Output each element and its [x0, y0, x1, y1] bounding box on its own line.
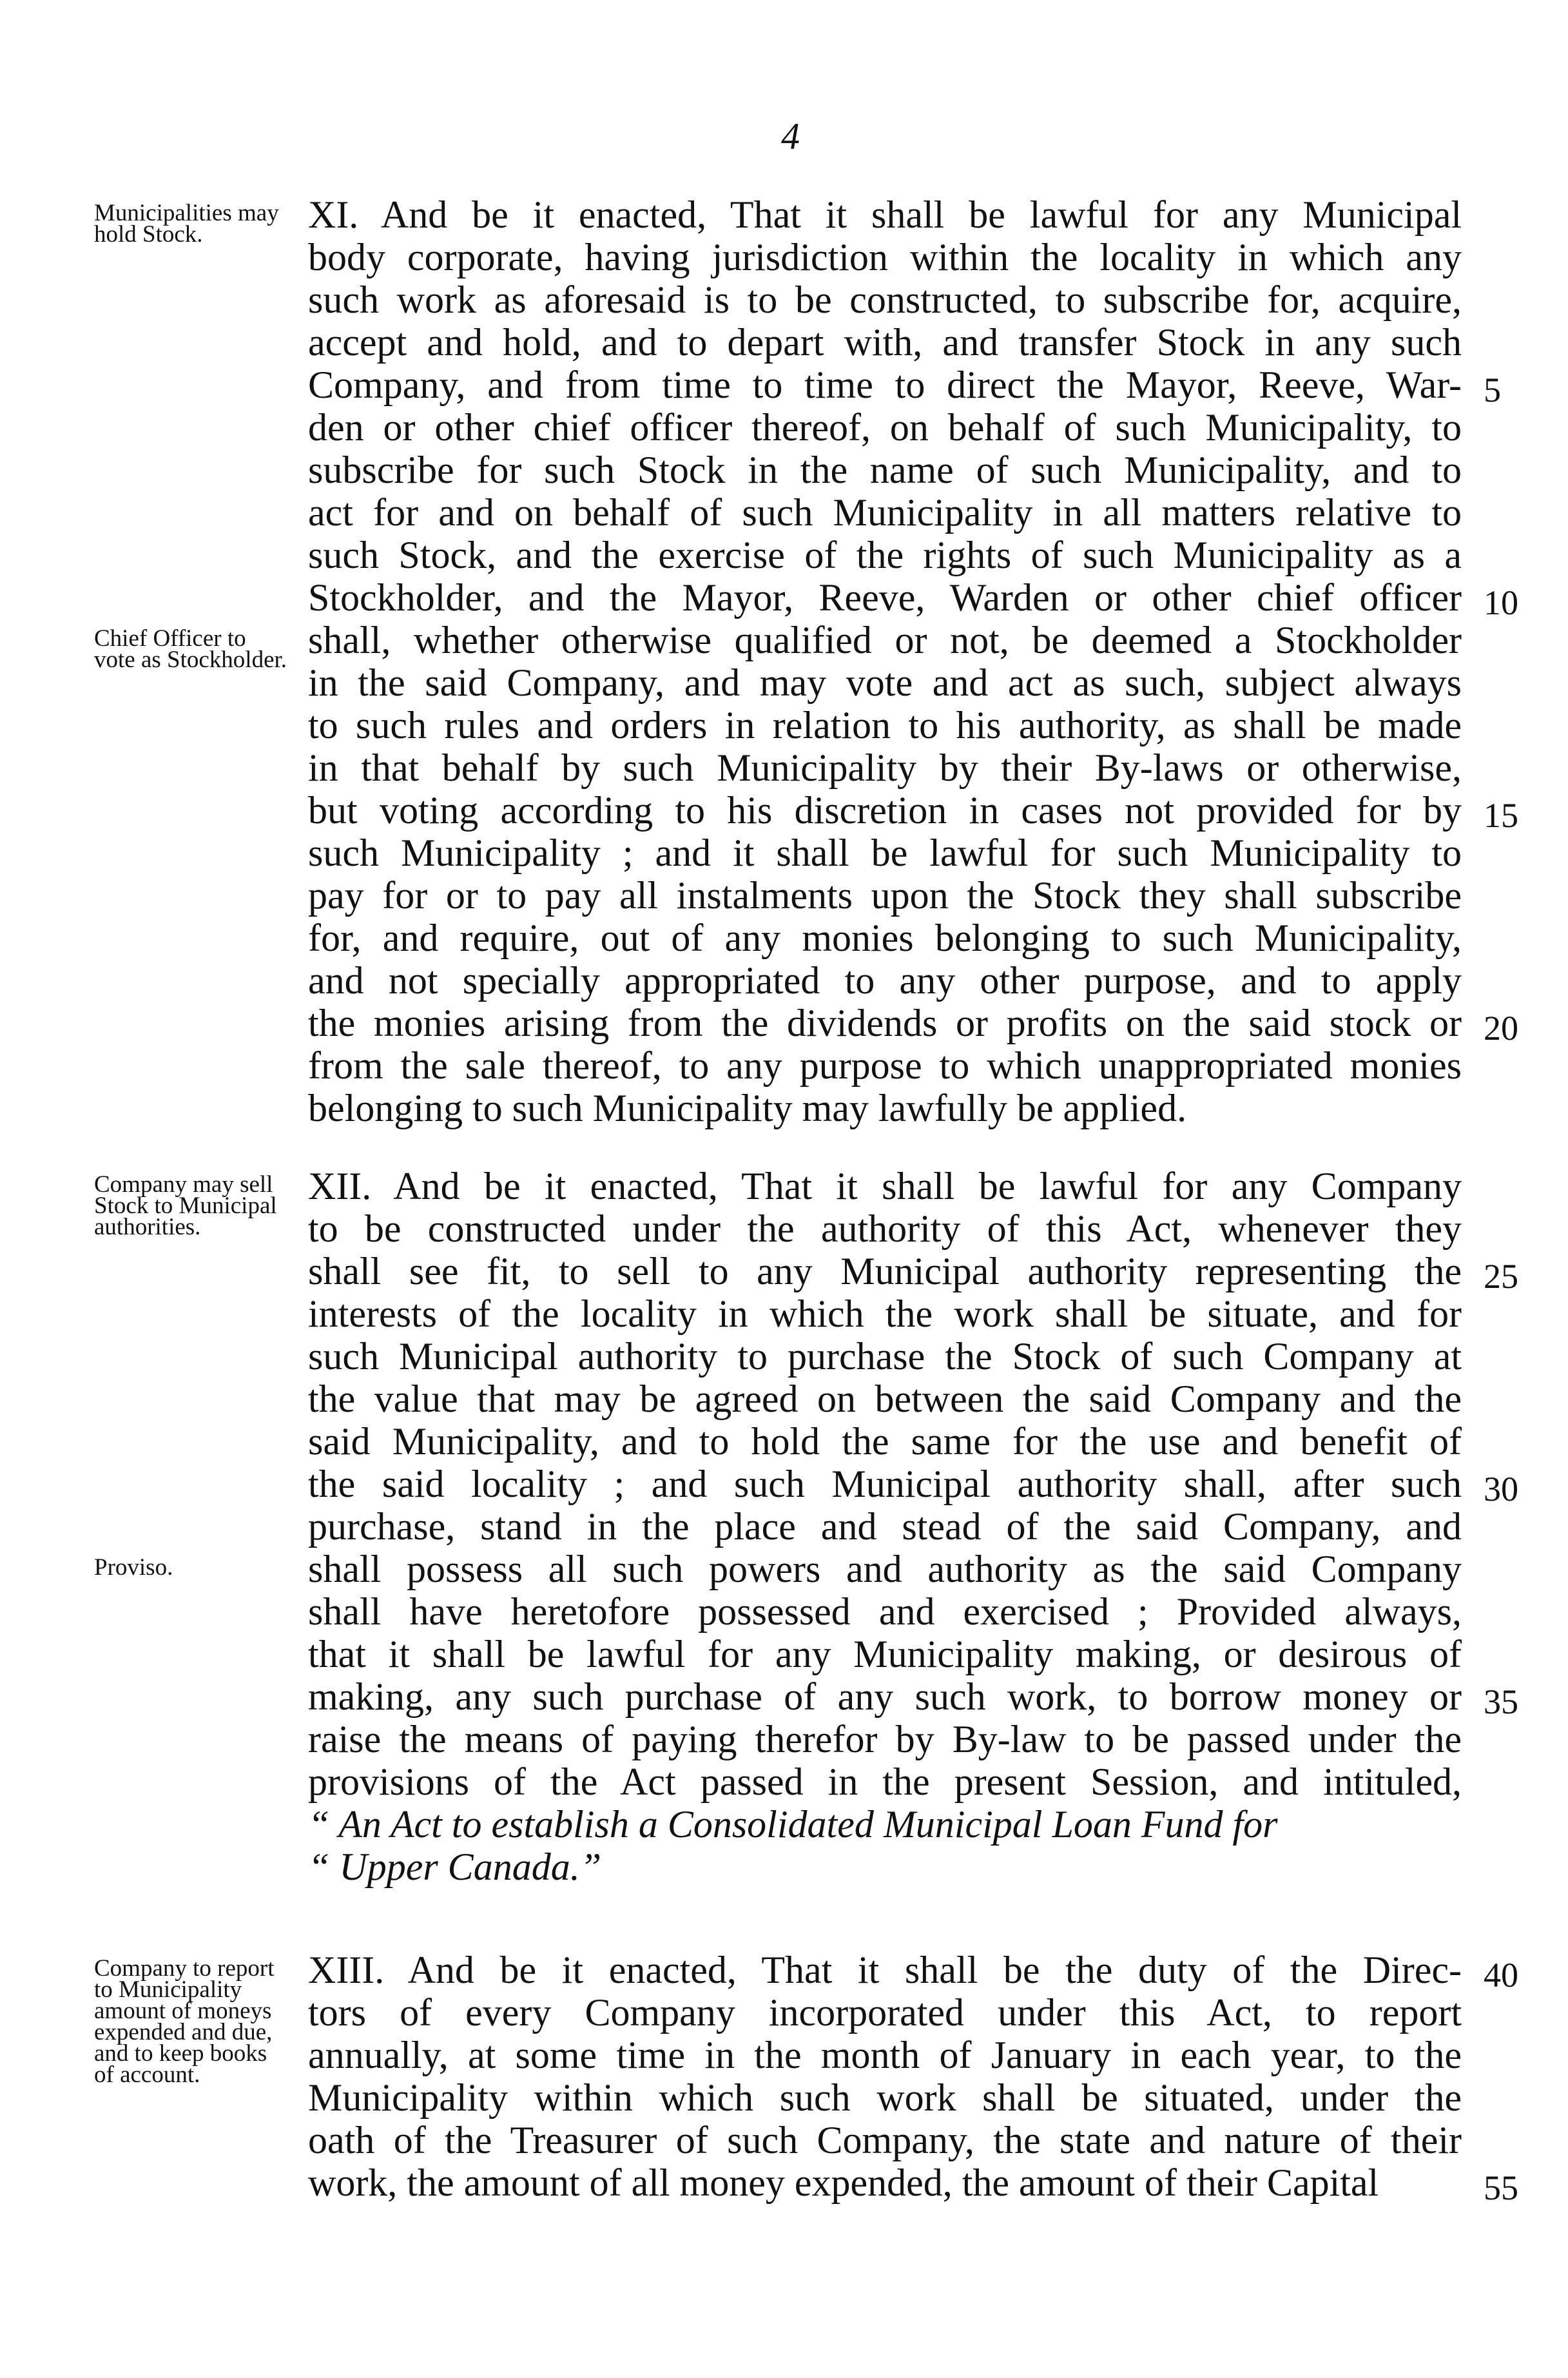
body-text-line: and not specially appropriated to any other purpose, and to apply — [308, 959, 1462, 1002]
line-number: 15 — [1484, 796, 1518, 835]
body-text-line: said Municipality, and to hold the same for the use and benefit of — [308, 1420, 1462, 1463]
body-text-line: to such rules and orders in relation to his authority, as shall be made — [308, 704, 1462, 746]
line-number: 40 — [1484, 1956, 1518, 1994]
body-text-line: annually, at some time in the month of January in each year, to the — [308, 2034, 1462, 2076]
body-text-line: belonging to such Municipality may lawfully be applied. — [308, 1087, 1187, 1129]
margin-note: Proviso. — [94, 1554, 173, 1581]
body-text-line: accept and hold, and to depart with, and transfer Stock in any such — [308, 321, 1462, 364]
body-text-line: work, the amount of all money expended, the amount of their Capital — [308, 2161, 1379, 2204]
body-text-line: Company, and from time to time to direct the Mayor, Reeve, War- — [308, 364, 1462, 406]
margin-note: Municipalities may hold Stock. — [94, 200, 279, 248]
body-text-line: subscribe for such Stock in the name of such Municipality, and to — [308, 449, 1462, 491]
body-text-line: the said locality ; and such Municipal authority shall, after such — [308, 1463, 1462, 1505]
body-text-line: Municipality within which such work shall be situated, under the — [308, 2076, 1462, 2119]
body-text-line: provisions of the Act passed in the present Session, and intituled, — [308, 1760, 1462, 1803]
body-text-line: shall possess all such powers and authority as the said Company — [308, 1548, 1462, 1590]
body-text-line: pay for or to pay all instalments upon the Stock they shall subscribe — [308, 874, 1462, 917]
body-text-line: such Municipality ; and it shall be lawful for such Municipality to — [308, 832, 1462, 874]
body-text-line: for, and require, out of any monies belonging to such Municipality, — [308, 917, 1462, 959]
body-text-line: shall, whether otherwise qualified or not, be deemed a Stockholder — [308, 619, 1462, 661]
body-text-line: such work as aforesaid is to be constructed, to subscribe for, acquire, — [308, 278, 1462, 321]
margin-note: Chief Officer to vote as Stockholder. — [94, 625, 287, 673]
body-text-line: XII. And be it enacted, That it shall be lawful for any Company — [308, 1165, 1462, 1207]
body-text-line: such Stock, and the exercise of the rights of such Municipality as a — [308, 534, 1462, 576]
body-text-line: “ Upper Canada.” — [308, 1846, 602, 1888]
body-text-line: act for and on behalf of such Municipality in all matters relative to — [308, 491, 1462, 534]
line-number: 35 — [1484, 1682, 1518, 1721]
line-number: 55 — [1484, 2168, 1518, 2207]
body-text-line: to be constructed under the authority of this Act, whenever they — [308, 1207, 1462, 1250]
body-text-line: oath of the Treasurer of such Company, the state and nature of their — [308, 2119, 1462, 2161]
line-number: 5 — [1484, 371, 1501, 409]
body-text-line: making, any such purchase of any such work, to borrow money or — [308, 1675, 1462, 1718]
body-text-line: shall see fit, to sell to any Municipal authority representing the — [308, 1250, 1462, 1292]
body-text-line: Stockholder, and the Mayor, Reeve, Warden or other chief officer — [308, 576, 1462, 619]
body-text-line: den or other chief officer thereof, on behalf of such Municipality, to — [308, 406, 1462, 449]
body-text-line: the monies arising from the dividends or profits on the said stock or — [308, 1002, 1462, 1044]
body-text-line: XI. And be it enacted, That it shall be lawful for any Municipal — [308, 193, 1462, 236]
body-text-line: “ An Act to establish a Consolidated Municipal Loan Fund for — [308, 1803, 1278, 1846]
body-text-line: such Municipal authority to purchase the Stock of such Company at — [308, 1335, 1462, 1378]
body-text-line: from the sale thereof, to any purpose to which unappropriated monies — [308, 1044, 1462, 1087]
body-text-line: the value that may be agreed on between the said Company and the — [308, 1378, 1462, 1420]
line-number: 30 — [1484, 1470, 1518, 1508]
body-text-line: raise the means of paying therefor by By-law to be passed under the — [308, 1718, 1462, 1760]
body-text-line: interests of the locality in which the work shall be situate, and for — [308, 1292, 1462, 1335]
body-text-line: but voting according to his discretion in cases not provided for by — [308, 789, 1462, 832]
body-text-line: tors of every Company incorporated under this Act, to report — [308, 1991, 1462, 2034]
body-text-line: body corporate, having jurisdiction within the locality in which any — [308, 236, 1462, 278]
line-number: 20 — [1484, 1009, 1518, 1048]
line-number: 25 — [1484, 1257, 1518, 1296]
body-text-line: in the said Company, and may vote and act as such, subject always — [308, 661, 1462, 704]
body-text-line: that it shall be lawful for any Municipality making, or desirous of — [308, 1633, 1462, 1675]
body-text-line: in that behalf by such Municipality by their By-laws or otherwise, — [308, 746, 1462, 789]
body-text-line: shall have heretofore possessed and exercised ; Provided always, — [308, 1590, 1462, 1633]
line-number: 10 — [1484, 583, 1518, 622]
margin-note: Company may sell Stock to Municipal authorities. — [94, 1171, 277, 1240]
body-text-line: purchase, stand in the place and stead of the said Company, and — [308, 1505, 1462, 1548]
margin-note: Company to report to Municipality amount of moneys expended and due, and to keep books of account. — [94, 1955, 275, 2088]
page-number: 4 — [781, 115, 800, 157]
body-text-line: XIII. And be it enacted, That it shall be the duty of the Direc- — [308, 1949, 1462, 1991]
